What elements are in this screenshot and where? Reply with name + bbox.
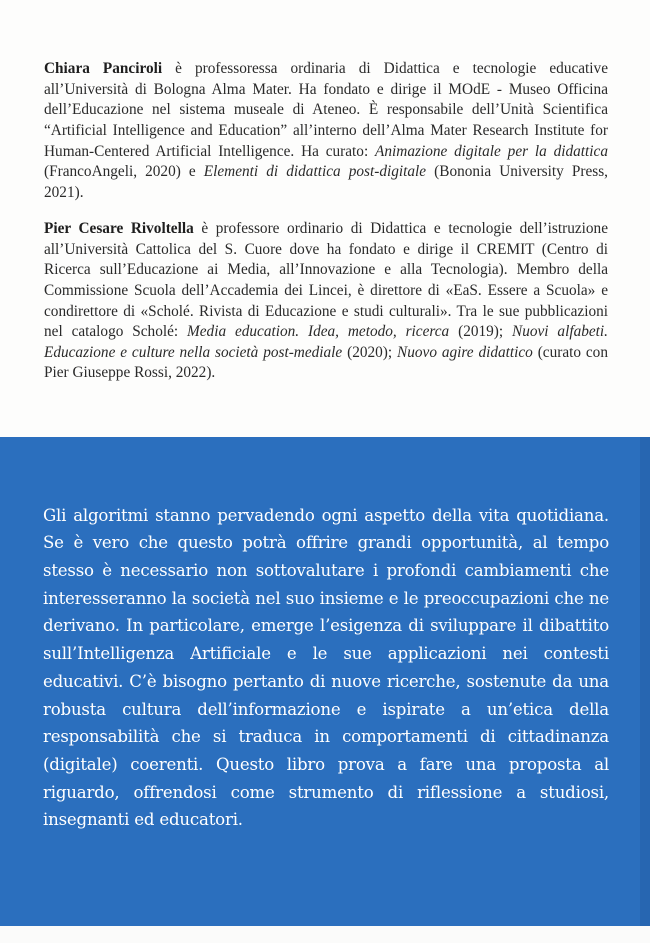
book-title: Nuovo agire didattico — [397, 343, 533, 361]
author-bio-panciroli — [44, 59, 608, 203]
book-title: Animazione digitale per la didattica — [375, 142, 608, 160]
bottom-margin — [0, 926, 650, 943]
book-title: Media education. Idea, metodo, ricerca — [187, 323, 450, 341]
author-name: Chiara Panciroli — [44, 60, 163, 78]
author-name: Pier Cesare Rivoltella — [44, 220, 194, 238]
book-title: Nuovi alfabeti. Educazione e culture nella società post-mediale — [44, 323, 608, 361]
book-blurb-text: Gli algoritmi stanno pervadendo ogni aspetto della vita quotidiana. Se è vero che questo potrà offrire grandi opportunità, al tempo stesso è necessario non sottovalutare i profondi cambiamenti che interesseranno la società nel suo insieme e le preoccupazioni che ne derivano. In particolare, emerge l’esigenza di sviluppare il dibattito sull’Intelligenza Artificiale e le sue applicazioni nei contesti educativi. C’è bisogno pertanto di nuove ricerche, sostenute da una robusta cultura dell’informazione e ispirate a un’etica della responsabilità che si traduca in comportamenti di cittadinanza (digitale) coerenti. Questo libro prova a fare una proposta al riguardo, offrendosi come strumento di riflessione a studiosi, insegnanti ed educatori. — [43, 505, 609, 830]
book-blurb-panel — [0, 437, 650, 926]
book-title: Elementi di didattica post-digitale — [203, 163, 427, 181]
author-bio-text: è professoressa ordinaria di Didattica e tecnologie educative all’Università di Bologna Alma Mater. Ha fondato e dirige il MOdE - Museo Officina dell’Educazione nel sistema museale di Ateneo. È responsabile dell’Unità Scientifica “Artificial Intelligence and Education” all’interno dell’Alma Mater Research Institute for Human-Centered Artificial Intelligence. Ha curato: Animazione digitale per la didattica (FrancoAngeli, 2020) e Elementi di didattica post-digitale (Bononia University Press, 2021). — [44, 60, 608, 201]
cover-edge-strip — [640, 437, 650, 926]
author-bio-rivoltella — [44, 219, 608, 384]
author-bio-text: è professore ordinario di Didattica e tecnologie dell’istruzione all’Università Cattolica del S. Cuore dove ha fondato e dirige il CREMIT (Centro di Ricerca sull’Educazione ai Media, all’Innovazione e alla Tecnologia). Membro della Commissione Scuola dell’Accademia dei Lincei, è direttore di «EaS. Essere a Scuola» e condirettore di «Scholé. Rivista di Educazione e studi culturali». Tra le sue pubblicazioni nel catalogo Scholé: Media education. Idea, metodo, ricerca (2019); Nuovi alfabeti. Educazione e culture nella società post-mediale (2020); Nuovo agire didattico (curato con Pier Giuseppe Rossi, 2022). — [44, 220, 608, 382]
author-bios-section — [0, 0, 650, 437]
